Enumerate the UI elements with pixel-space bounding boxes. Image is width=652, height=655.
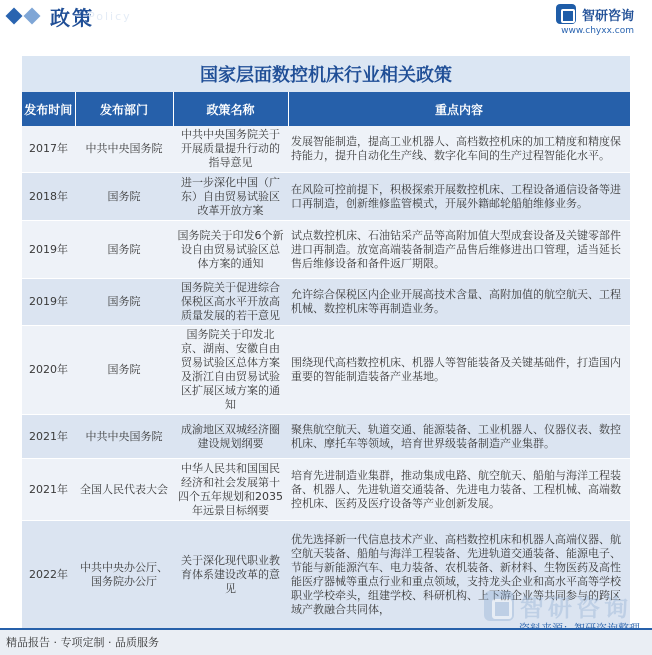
diamond-icon [6, 8, 23, 25]
cell-policy-name: 中华人民共和国国民经济和社会发展第十四个五年规划和2035年远景目标纲要 [173, 459, 288, 521]
cell-policy-name: 国务院关于印发6个新设自由贸易试验区总体方案的通知 [173, 221, 288, 279]
cell-key-content: 聚焦航空航天、轨道交通、能源装备、工业机器人、仪器仪表、数控机床、摩托车等领域，培育世界级装备制造产业集群。 [288, 415, 630, 459]
policy-table [22, 92, 631, 629]
col-header-policy-name: 政策名称 [173, 92, 288, 126]
col-header-key-content: 重点内容 [288, 92, 630, 126]
cell-department: 中共中央办公厅、国务院办公厅 [75, 521, 173, 629]
cell-department: 全国人民代表大会 [75, 459, 173, 521]
cell-department: 中共中央国务院 [75, 126, 173, 173]
table-row [22, 221, 630, 279]
top-bar [0, 0, 652, 36]
cell-date: 2019年 [22, 221, 75, 279]
table-header-row [22, 92, 630, 126]
table-row [22, 279, 630, 326]
table-row [22, 173, 630, 221]
cell-department: 国务院 [75, 221, 173, 279]
cell-date: 2022年 [22, 521, 75, 629]
watermark-text: 智研咨询 [520, 594, 632, 622]
cell-key-content: 允许综合保税区内企业开展高技术含量、高附加值的航空航天、工程机械、数控机床等再制造业务。 [288, 279, 630, 326]
diamond-icon [24, 8, 41, 25]
cell-policy-name: 成渝地区双城经济圈建设规划纲要 [173, 415, 288, 459]
site-url: www.chyxx.com [561, 26, 634, 36]
footer-slogan: 精品报告 · 专项定制 · 品质服务 [6, 636, 159, 649]
cell-policy-name: 国务院关于促进综合保税区高水平开放高质量发展的若干意见 [173, 279, 288, 326]
col-header-department: 发布部门 [75, 92, 173, 126]
cell-department: 中共中央国务院 [75, 415, 173, 459]
table-title: 国家层面数控机床行业相关政策 [22, 56, 630, 92]
cell-policy-name: 关于深化现代职业教育体系建设改革的意见 [173, 521, 288, 629]
cell-date: 2021年 [22, 415, 75, 459]
brand [556, 4, 634, 24]
table-row [22, 415, 630, 459]
cell-department: 国务院 [75, 279, 173, 326]
cell-key-content: 围绕现代高档数控机床、机器人等智能装备及关键基础件，打造国内重要的智能制造装备产业基地。 [288, 326, 630, 415]
cell-date: 2021年 [22, 459, 75, 521]
cell-policy-name: 中共中央国务院关于开展质量提升行动的指导意见 [173, 126, 288, 173]
section-header [8, 2, 132, 30]
cell-key-content: 培育先进制造业集群，推动集成电路、航空航天、船舶与海洋工程装备、机器人、先进轨道交通装备、先进电力装备、工程机械、高端数控机床、医药及医疗设备等产业创新发展。 [288, 459, 630, 521]
table-row [22, 326, 630, 415]
footer-divider [0, 628, 652, 630]
table-row [22, 459, 630, 521]
cell-policy-name: 进一步深化中国（广东）自由贸易试验区改革开放方案 [173, 173, 288, 221]
section-title: 政策 [50, 5, 94, 30]
watermark [484, 588, 632, 623]
cell-department: 国务院 [75, 326, 173, 415]
cell-date: 2017年 [22, 126, 75, 173]
section-ghost-text: Policy [88, 10, 132, 23]
table-row [22, 126, 630, 173]
cell-key-content: 在风险可控前提下，积极探索开展数控机床、工程设备通信设备等进口再制造，创新维修监管模式，开展外籍邮轮船舶维修业务。 [288, 173, 630, 221]
cell-key-content: 发展智能制造，提高工业机器人、高档数控机床的加工精度和精度保持能力，提升自动化生产线、数字化车间的生产过程智能化水平。 [288, 126, 630, 173]
cell-key-content: 试点数控机床、石油钻采产品等高附加值大型成套设备及关键零部件进口再制造。放宽高端装备制造产品售后维修进出口管理，适当延长售后维修设备和备件返厂期限。 [288, 221, 630, 279]
diamond-icons [8, 10, 44, 22]
watermark-logo-icon [484, 591, 514, 621]
cell-policy-name: 国务院关于印发北京、湖南、安徽自由贸易试验区总体方案及浙江自由贸易试验区扩展区域方案的通知 [173, 326, 288, 415]
brand-name: 智研咨询 [581, 8, 634, 24]
brand-logo-icon [556, 4, 576, 24]
cell-date: 2020年 [22, 326, 75, 415]
cell-key-content: 优先选择新一代信息技术产业、高档数控机床和机器人高端仪器、航空航天装备、船舶与海洋工程装备、先进轨道交通装备、能源电子、节能与新能源汽车、电力装备、农机装备、新材料、生物医药及高性能医疗器械等重点行业和重点领域，支持龙头企业和高水平高等学校职业学校牵头，组建学校、科研机构、上下游企业等共同参与的跨区域产教融合共同体， [288, 521, 630, 629]
col-header-date: 发布时间 [22, 92, 75, 126]
cell-date: 2019年 [22, 279, 75, 326]
cell-department: 国务院 [75, 173, 173, 221]
cell-date: 2018年 [22, 173, 75, 221]
footer-bar [0, 628, 652, 655]
